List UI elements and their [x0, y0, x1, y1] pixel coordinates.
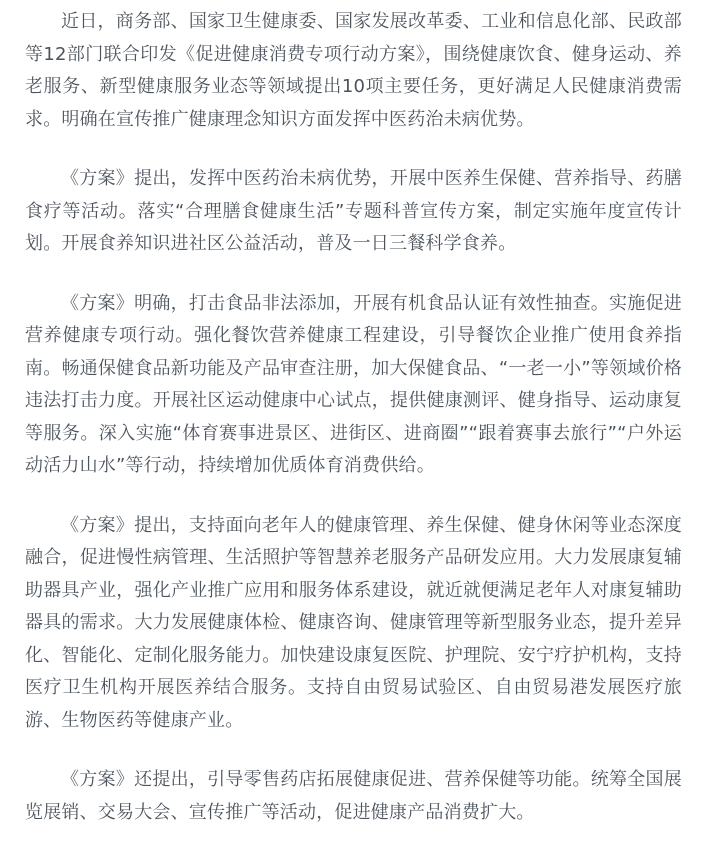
article-paragraph-tcm-nutrition: 《方案》提出，发挥中医药治未病优势，开展中医养生保健、营养指导、药膳食疗等活动。落实“合理膳食健康生活”专题科普宣传方案，制定实施年度宣传计划。开展食养知识进社区公益活动，普及一日三餐科学食养。 [25, 168, 682, 254]
article-paragraph-food-sport: 《方案》明确，打击食品非法添加，开展有机食品认证有效性抽查。实施促进营养健康专项行动。强化餐饮营养健康工程建设，引导餐饮企业推广使用食养指南。畅通保健食品新功能及产品审查注册，加大保健食品、“一老一小”等领域价格违法打击力度。开展社区运动健康中心试点，提供健康测评、健身指导、运动康复等服务。深入实施“体育赛事进景区、进街区、进商圈”“跟着赛事去旅行”“户外运动活力山水”等行动，持续增加优质体育消费供给。 [25, 292, 682, 476]
article-paragraph-elderly-services: 《方案》提出，支持面向老年人的健康管理、养生保健、健身休闲等业态深度融合，促进慢性病管理、生活照护等智慧养老服务产品研发应用。大力发展康复辅助器具产业，强化产业推广应用和服务体系建设，就近就便满足老年人对康复辅助器具的需求。大力发展健康体检、健康咨询、健康管理等新型服务业态，提升差异化、智能化、定制化服务能力。加快建设康复医院、护理院、安宁疗护机构，支持医疗卫生机构开展医养结合服务。支持自由贸易试验区、自由贸易港发展医疗旅游、生物医药等健康产业。 [25, 514, 682, 731]
article-paragraph-retail-pharmacy: 《方案》还提出，引导零售药店拓展健康促进、营养保健等功能。统筹全国展览展销、交易大会、宣传推广等活动，促进健康产品消费扩大。 [25, 769, 682, 823]
article-paragraph-intro: 近日，商务部、国家卫生健康委、国家发展改革委、工业和信息化部、民政部等12部门联合印发《促进健康消费专项行动方案》，围绕健康饮食、健身运动、养老服务、新型健康服务业态等领域提出10项主要任务，更好满足人民健康消费需求。明确在宣传推广健康理念知识方面发挥中医药治未病优势。 [25, 11, 682, 130]
